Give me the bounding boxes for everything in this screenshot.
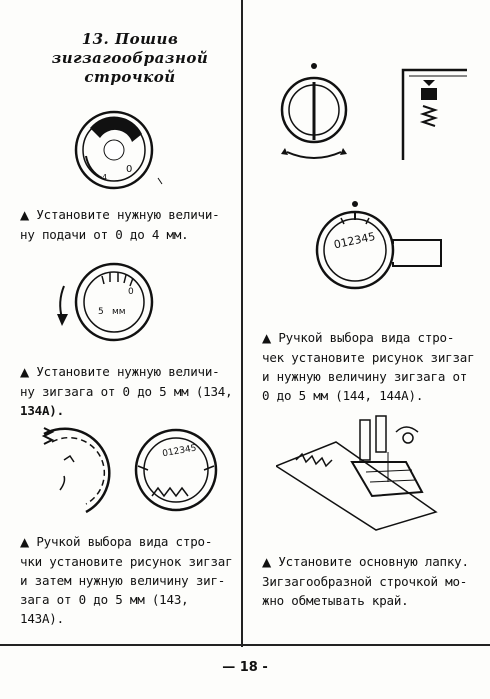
instruction-line: Зигзагообразной строчкой мо- [262,574,468,589]
dial-digits: 012345 [332,229,377,252]
instruction-pattern-zigzag [20,532,235,628]
zigzag-stitch-icon [423,106,435,126]
page-number: — 18 - [222,660,268,675]
warning-triangle-icon: ▲ [20,365,30,379]
instruction-line: зага от 0 до 5 мм (143, 143А). [20,592,189,626]
section-title-line-2: зигзагообразной [51,49,209,67]
warning-triangle-icon: ▲ [262,331,272,345]
dial-label-5: 5 [98,307,104,317]
instruction-line: Ручкой выбора вида стро- [36,534,213,549]
instruction-line: 134А). [20,403,64,418]
pattern-selector-illustration [34,420,224,516]
instruction-line: ну зигзага от 0 до 5 мм (134, [20,384,233,399]
dial-label-0: 0 [128,287,134,297]
instruction-line: и затем нужную величину зиг- [20,573,226,588]
warning-triangle-icon: ▲ [20,535,30,549]
instruction-line: и нужную величину зигзага от [262,369,468,384]
zigzag-width-dial-illustration [46,262,166,344]
svg-text:4: 4 [102,173,108,182]
section-title-line-1: 13. Пошив [81,30,179,48]
instruction-line: Установите основную лапку. [278,554,469,569]
instruction-line: ну подачи от 0 до 4 мм. [20,227,189,242]
column-divider [241,0,243,647]
stitch-length-dial-illustration [62,108,172,192]
instruction-line: жно обметывать край. [262,593,409,608]
section-title-line-3: строчкой [84,68,176,86]
instruction-presser-foot [262,552,482,610]
instruction-stitch-length [20,205,235,244]
instruction-line: чек установите рисунок зигзаг [262,350,475,365]
instruction-right-zigzag [262,328,482,405]
svg-text:0: 0 [126,164,133,175]
dial-digits: 012345 [161,443,198,460]
instruction-line: 0 до 5 мм (144, 144А). [262,388,424,403]
warning-triangle-icon: ▲ [20,208,30,222]
instruction-line: чки установите рисунок зигзаг [20,554,233,569]
zigzag-stitch-icon [44,428,52,444]
presser-foot-illustration [276,412,476,532]
instruction-zigzag-width [20,362,235,420]
section-title [30,30,230,87]
instruction-line: Установите нужную величи- [36,364,220,379]
zigzag-dial-illustration [313,200,453,300]
instruction-line: Ручкой выбора вида стро- [278,330,455,345]
footer-rule [0,644,490,646]
dial-unit: мм [112,307,126,317]
warning-triangle-icon: ▲ [262,555,272,569]
pattern-knob-needle-illustration [275,60,470,170]
instruction-line: Установите нужную величи- [36,207,220,222]
rotation-arrow-icon [57,314,68,326]
